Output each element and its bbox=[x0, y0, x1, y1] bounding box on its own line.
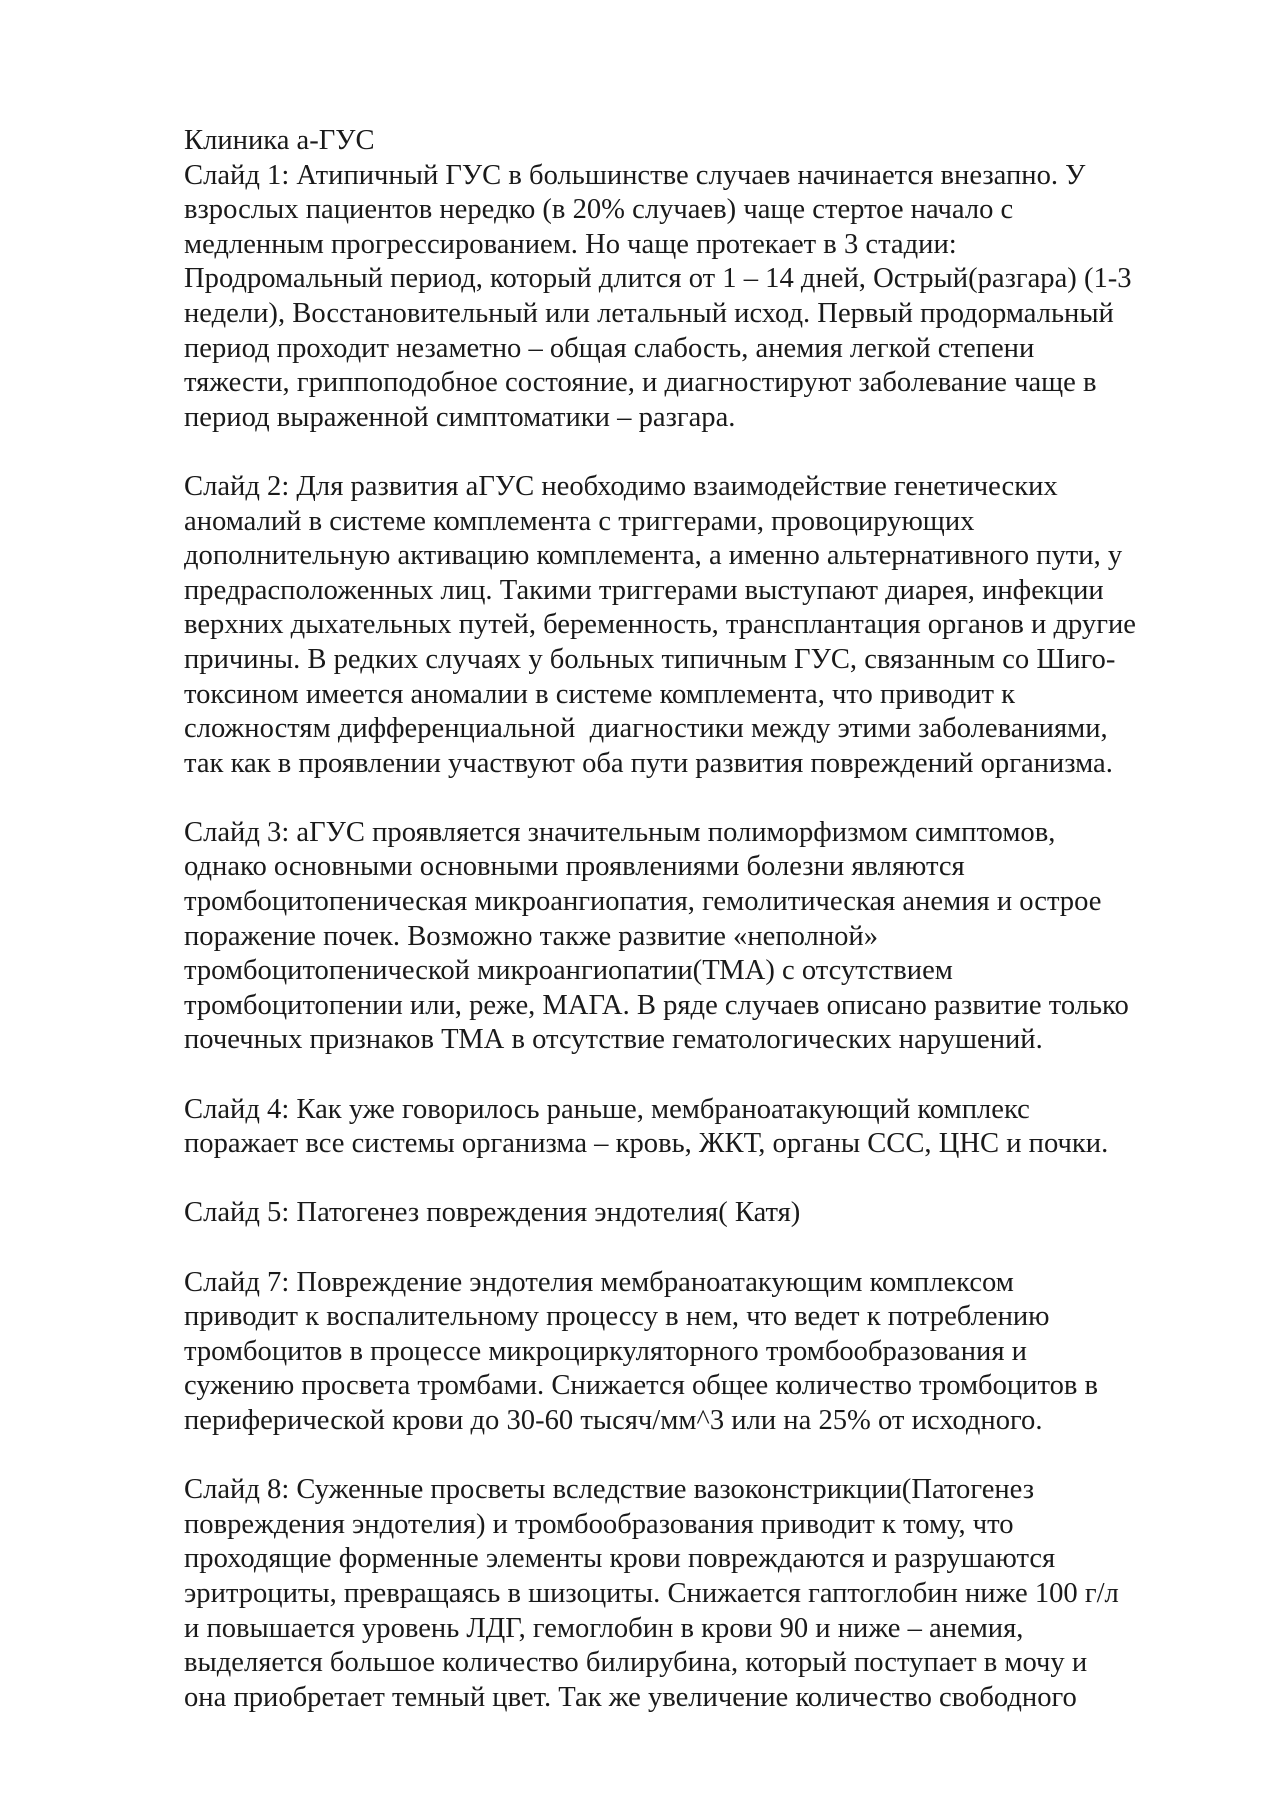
paragraph-line: Слайд 1: Атипичный ГУС в большинстве случаев начинается внезапно. У bbox=[184, 159, 1086, 191]
paragraph-line: сложностям дифференциальной диагностики между этими заболеваниями, bbox=[184, 713, 1108, 745]
paragraph-line: Слайд 3: аГУС проявляется значительным полиморфизмом симптомов, bbox=[184, 816, 1056, 848]
paragraph-slide-5 bbox=[184, 1196, 1194, 1231]
paragraph-line: причины. В редких случаях у больных типичным ГУС, связанным со Шиго- bbox=[184, 643, 1116, 675]
paragraph-line: Продромальный период, который длится от 1 – 14 дней, Острый(разгара) (1-3 bbox=[184, 263, 1132, 295]
paragraph-line: сужению просвета тромбами. Снижается общее количество тромбоцитов в bbox=[184, 1370, 1099, 1402]
paragraph-line: предрасположенных лиц. Такими триггерами выступают диарея, инфекции bbox=[184, 574, 1104, 606]
paragraph-line: токсином имеется аномалии в системе комплемента, что приводит к bbox=[184, 678, 1016, 710]
document-title: Клиника а-ГУС bbox=[184, 125, 375, 156]
paragraph-line: однако основными основными проявлениями болезни являются bbox=[184, 851, 965, 883]
paragraph-line: взрослых пациентов нередко (в 20% случаев) чаще стертое начало с bbox=[184, 194, 1014, 226]
paragraph-line: тромбоцитов в процессе микроциркуляторного тромбообразования и bbox=[184, 1335, 1027, 1367]
paragraph-line: Слайд 8: Суженные просветы вследствие вазоконстрикции(Патогенез bbox=[184, 1474, 1035, 1506]
paragraph-line: тромбоцитопении или, реже, МАГА. В ряде случаев описано развитие только bbox=[184, 989, 1129, 1021]
paragraph-line: эритроциты, превращаясь в шизоциты. Снижается гаптоглобин ниже 100 г/л bbox=[184, 1577, 1119, 1609]
paragraph-line: период выраженной симптоматики – разгара. bbox=[184, 401, 736, 433]
paragraph-line: аномалий в системе комплемента с триггерами, провоцирующих bbox=[184, 505, 975, 537]
paragraph-line: тяжести, гриппоподобное состояние, и диагностируют заболевание чаще в bbox=[184, 367, 1097, 399]
paragraph-line: тромбоцитопеническая микроангиопатия, гемолитическая анемия и острое bbox=[184, 886, 1102, 918]
paragraph-line: поражение почек. Возможно также развитие «неполной» bbox=[184, 920, 879, 952]
paragraph-slide-7 bbox=[184, 1266, 1194, 1439]
paragraph-line: приводит к воспалительному процессу в нем, что ведет к потреблению bbox=[184, 1301, 1050, 1333]
paragraph-slide-2 bbox=[184, 470, 1194, 781]
paragraph-line: так как в проявлении участвуют оба пути развития повреждений организма. bbox=[184, 747, 1113, 779]
paragraph-line: проходящие форменные элементы крови повреждаются и разрушаются bbox=[184, 1543, 1056, 1575]
document-body bbox=[184, 124, 1194, 1715]
paragraph-line: и повышается уровень ЛДГ, гемоглобин в крови 90 и ниже – анемия, bbox=[184, 1612, 1024, 1644]
paragraph-line: выделяется большое количество билирубина, который поступает в мочу и bbox=[184, 1647, 1088, 1679]
paragraph-line: почечных признаков ТМА в отсутствие гематологических нарушений. bbox=[184, 1024, 1043, 1056]
paragraph-slide-8 bbox=[184, 1473, 1194, 1715]
paragraph-line: тромбоцитопенической микроангиопатии(ТМА) с отсутствием bbox=[184, 955, 953, 987]
paragraph-line: Слайд 5: Патогенез повреждения эндотелия( Катя) bbox=[184, 1197, 801, 1229]
paragraph-line: она приобретает темный цвет. Так же увеличение количество свободного bbox=[184, 1681, 1077, 1713]
paragraph-slide-4 bbox=[184, 1093, 1194, 1162]
paragraph-line: медленным прогрессированием. Но чаще протекает в 3 стадии: bbox=[184, 228, 957, 260]
paragraph-line: недели), Восстановительный или летальный исход. Первый продормальный bbox=[184, 297, 1114, 329]
paragraph-line: Слайд 2: Для развития аГУС необходимо взаимодействие генетических bbox=[184, 470, 1058, 502]
paragraph-line: период проходит незаметно – общая слабость, анемия легкой степени bbox=[184, 332, 1035, 364]
paragraph-line: Слайд 4: Как уже говорилось раньше, мембраноатакующий комплекс bbox=[184, 1093, 1030, 1125]
paragraph-line: повреждения эндотелия) и тромбообразования приводит к тому, что bbox=[184, 1508, 1014, 1540]
document-title-block bbox=[184, 124, 1194, 435]
paragraph-line: поражает все системы организма – кровь, ЖКТ, органы ССС, ЦНС и почки. bbox=[184, 1128, 1109, 1160]
paragraph-slide-3 bbox=[184, 816, 1194, 1058]
paragraph-line: Слайд 7: Повреждение эндотелия мембраноатакующим комплексом bbox=[184, 1266, 1014, 1298]
paragraph-line: верхних дыхательных путей, беременность, трансплантация органов и другие bbox=[184, 609, 1136, 641]
paragraph-line: периферической крови до 30-60 тысяч/мм^3 или на 25% от исходного. bbox=[184, 1404, 1043, 1436]
paragraph-line: дополнительную активацию комплемента, а именно альтернативного пути, у bbox=[184, 540, 1123, 572]
